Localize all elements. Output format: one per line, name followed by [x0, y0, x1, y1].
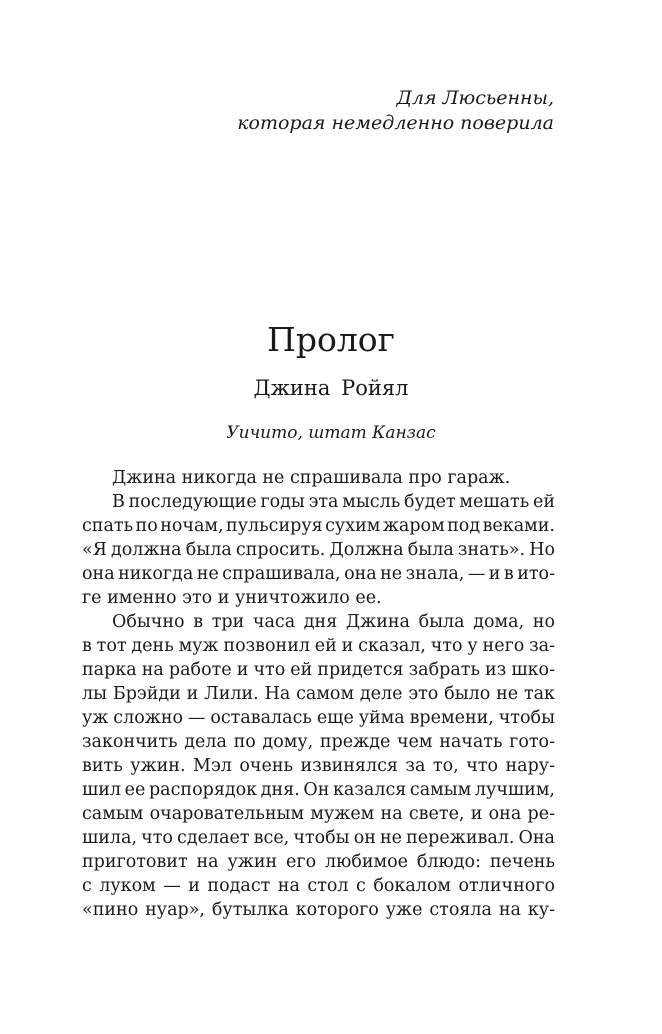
body-line-7: Обычно в три часа дня Джина была дома, но — [112, 612, 555, 632]
body-line-14: шил ее распорядок дня. Он казался самым лучшим, — [82, 780, 555, 800]
body-line-11: уж сложно — оставалась еще уйма времени, чтобы — [82, 708, 555, 728]
body-line-17: приготовит на ужин его любимое блюдо: печень — [82, 852, 555, 872]
body-line-13: вить ужин. Мэл очень извинялся за то, что нару- — [82, 756, 555, 776]
chapter-subtitle: Джина Ройял — [253, 376, 409, 400]
body-line-2: В последующие годы эта мысль будет мешать ей — [112, 492, 555, 512]
body-line-3: спать по ночам, пульсируя сухим жаром под веками. — [82, 516, 555, 536]
chapter-title: Пролог — [267, 320, 395, 359]
body-line-6: ге именно это и уничтожило ее. — [82, 588, 382, 608]
chapter-place: Уичито, штат Канзас — [226, 423, 436, 443]
body-line-5: она никогда не спрашивала, она не знала, — и в ито- — [82, 564, 555, 584]
body-line-8: в тот день муж позвонил ей и сказал, что у него за- — [82, 636, 555, 656]
body-text — [82, 466, 555, 922]
body-line-1: Джина никогда не спрашивала про гараж. — [112, 468, 511, 488]
body-line-15: самым очаровательным мужем на свете, и она ре- — [82, 804, 555, 824]
body-line-4: «Я должна была спросить. Должна была знать». Но — [82, 540, 555, 560]
dedication — [237, 86, 554, 136]
dedication-line-1: Для Люсьенны, — [396, 87, 554, 109]
body-line-12: закончить дела по дому, прежде чем начать гото- — [82, 732, 555, 752]
dedication-line-2: которая немедленно поверила — [237, 112, 554, 134]
body-line-18: с луком — и подаст на стол с бокалом отличного — [82, 876, 555, 896]
body-line-10: лы Брэйди и Лили. На самом деле это было не так — [82, 684, 555, 704]
body-line-16: шила, что сделает все, чтобы он не переживал. Она — [82, 828, 555, 848]
body-line-19: «пино нуар», бутылка которого уже стояла на ку- — [82, 900, 555, 920]
body-line-9: парка на работе и что ей придется забрать из шко- — [82, 660, 555, 680]
